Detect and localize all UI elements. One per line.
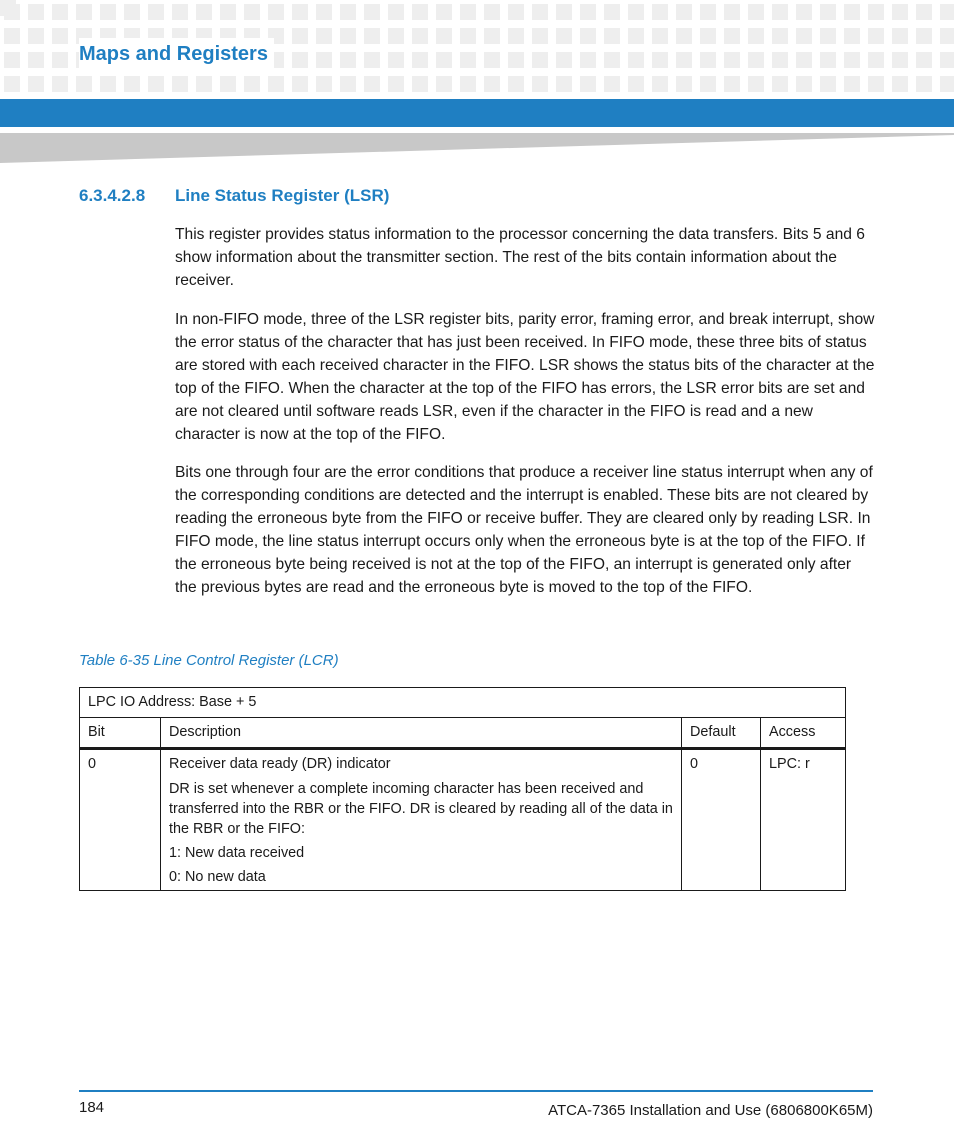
pattern-square xyxy=(892,76,908,92)
pattern-square xyxy=(676,52,692,68)
pattern-square xyxy=(724,4,740,20)
header-default: Default xyxy=(682,718,761,749)
pattern-square xyxy=(436,4,452,20)
pattern-square xyxy=(724,28,740,44)
pattern-square xyxy=(148,4,164,20)
cell-description xyxy=(161,749,682,891)
pattern-square xyxy=(556,52,572,68)
pattern-square xyxy=(4,52,20,68)
pattern-square xyxy=(940,4,954,20)
pattern-square xyxy=(124,76,140,92)
pattern-square xyxy=(28,76,44,92)
description-line: 1: New data received xyxy=(169,845,305,861)
pattern-square xyxy=(676,4,692,20)
pattern-square xyxy=(412,76,428,92)
table-caption: Table 6-35 Line Control Register (LCR) xyxy=(79,652,339,669)
pattern-square xyxy=(700,76,716,92)
section-number: 6.3.4.2.8 xyxy=(79,186,146,205)
pattern-square xyxy=(604,76,620,92)
footer-rule xyxy=(79,1090,873,1092)
pattern-square xyxy=(940,28,954,44)
page-header-title: Maps and Registers xyxy=(79,38,274,70)
pattern-square xyxy=(628,76,644,92)
pattern-square xyxy=(4,76,20,92)
pattern-square xyxy=(484,52,500,68)
pattern-square xyxy=(532,76,548,92)
pattern-square xyxy=(412,28,428,44)
pattern-square xyxy=(100,76,116,92)
description-line: Receiver data ready (DR) indicator xyxy=(169,756,391,772)
pattern-square xyxy=(196,76,212,92)
pattern-square xyxy=(604,52,620,68)
pattern-square xyxy=(412,4,428,20)
pattern-square xyxy=(724,52,740,68)
pattern-square xyxy=(556,4,572,20)
pattern-square xyxy=(916,76,932,92)
pattern-square xyxy=(364,52,380,68)
pattern-square xyxy=(700,4,716,20)
pattern-square xyxy=(460,52,476,68)
address-cell: LPC IO Address: Base + 5 xyxy=(80,688,846,718)
pattern-square xyxy=(316,52,332,68)
pattern-square xyxy=(820,52,836,68)
pattern-square xyxy=(868,52,884,68)
pattern-square xyxy=(316,4,332,20)
pattern-square xyxy=(700,28,716,44)
pattern-square xyxy=(244,76,260,92)
pattern-square xyxy=(676,28,692,44)
pattern-square xyxy=(76,4,92,20)
pattern-square xyxy=(388,28,404,44)
section-heading xyxy=(79,183,389,209)
pattern-square xyxy=(868,76,884,92)
pattern-square xyxy=(340,52,356,68)
document-title: ATCA-7365 Installation and Use (6806800K65M) xyxy=(548,1102,873,1119)
pattern-square xyxy=(652,76,668,92)
pattern-square xyxy=(628,52,644,68)
table-address-row xyxy=(80,688,846,718)
pattern-square xyxy=(820,28,836,44)
pattern-square xyxy=(268,4,284,20)
pattern-square xyxy=(460,76,476,92)
pattern-square xyxy=(892,28,908,44)
pattern-square xyxy=(844,4,860,20)
pattern-square xyxy=(796,4,812,20)
paragraph-3: Bits one through four are the error conditions that produce a receiver line status interrupt when any of the corresponding conditions are detected and the interrupt is enabled. These bits are not cleared by reading the erroneous byte from the FIFO or receive buffer. They are cleared only by reading LSR. In FIFO mode, the line status interrupt occurs only when the erroneous byte is at the top of the FIFO. If the erroneous byte being received is not at the top of the FIFO, an interrupt is generated only after the previous bytes are read and the erroneous byte is moved to the top of the FIFO. xyxy=(175,464,873,596)
pattern-square xyxy=(604,28,620,44)
pattern-square xyxy=(772,28,788,44)
pattern-square xyxy=(340,76,356,92)
pattern-square xyxy=(436,76,452,92)
pattern-square xyxy=(52,28,68,44)
pattern-square xyxy=(460,28,476,44)
pattern-square xyxy=(652,28,668,44)
pattern-square xyxy=(292,28,308,44)
pattern-square xyxy=(508,52,524,68)
pattern-square xyxy=(628,4,644,20)
pattern-square xyxy=(916,4,932,20)
pattern-square xyxy=(4,28,20,44)
pattern-square xyxy=(52,52,68,68)
pattern-square xyxy=(364,76,380,92)
cell-access: LPC: r xyxy=(761,749,846,891)
pattern-square xyxy=(580,52,596,68)
pattern-square xyxy=(916,52,932,68)
pattern-square xyxy=(556,28,572,44)
pattern-square xyxy=(364,28,380,44)
pattern-square xyxy=(556,76,572,92)
pattern-square xyxy=(316,76,332,92)
pattern-square xyxy=(748,4,764,20)
pattern-square xyxy=(292,76,308,92)
pattern-square xyxy=(796,52,812,68)
pattern-square xyxy=(388,52,404,68)
pattern-square xyxy=(892,4,908,20)
pattern-square xyxy=(844,28,860,44)
pattern-square xyxy=(820,76,836,92)
pattern-square xyxy=(892,52,908,68)
pattern-square xyxy=(508,76,524,92)
pattern-square xyxy=(76,76,92,92)
pattern-square xyxy=(868,28,884,44)
pattern-square xyxy=(484,4,500,20)
pattern-square xyxy=(484,28,500,44)
pattern-square xyxy=(700,52,716,68)
pattern-square xyxy=(772,76,788,92)
pattern-square xyxy=(748,28,764,44)
pattern-square xyxy=(844,76,860,92)
pattern-square xyxy=(796,76,812,92)
pattern-square xyxy=(532,4,548,20)
pattern-square xyxy=(52,4,68,20)
header-grey-wedge xyxy=(0,127,954,163)
pattern-square xyxy=(532,52,548,68)
pattern-square xyxy=(604,4,620,20)
page-number: 184 xyxy=(79,1099,105,1116)
pattern-square xyxy=(796,28,812,44)
section-title: Line Status Register (LSR) xyxy=(175,186,390,205)
pattern-square xyxy=(628,28,644,44)
pattern-square xyxy=(4,4,20,20)
paragraph-1: This register provides status information to the processor concerning the data transfers. Bits 5 and 6 show information about the transmitter section. The rest of the bits contain information about the receiver. xyxy=(175,226,865,289)
pattern-square xyxy=(940,52,954,68)
pattern-square xyxy=(220,4,236,20)
pattern-square xyxy=(748,76,764,92)
pattern-square xyxy=(748,52,764,68)
header-blue-band xyxy=(0,99,954,127)
pattern-square xyxy=(172,4,188,20)
pattern-square xyxy=(28,28,44,44)
header-access: Access xyxy=(761,718,846,749)
header-description: Description xyxy=(161,718,682,749)
pattern-square xyxy=(340,4,356,20)
pattern-square xyxy=(388,4,404,20)
pattern-square xyxy=(916,28,932,44)
pattern-square xyxy=(652,4,668,20)
pattern-square xyxy=(124,4,140,20)
cell-bit: 0 xyxy=(80,749,161,891)
pattern-square xyxy=(316,28,332,44)
pattern-square xyxy=(772,4,788,20)
pattern-square xyxy=(532,28,548,44)
pattern-square xyxy=(340,28,356,44)
pattern-square xyxy=(172,76,188,92)
pattern-square xyxy=(652,52,668,68)
pattern-square xyxy=(292,52,308,68)
pattern-square xyxy=(868,4,884,20)
pattern-square xyxy=(508,4,524,20)
pattern-square xyxy=(220,76,236,92)
pattern-square xyxy=(580,28,596,44)
pattern-square xyxy=(436,28,452,44)
pattern-square xyxy=(100,4,116,20)
pattern-square xyxy=(364,4,380,20)
pattern-square xyxy=(676,76,692,92)
pattern-square xyxy=(388,76,404,92)
pattern-square xyxy=(52,76,68,92)
pattern-square xyxy=(28,4,44,20)
description-line: DR is set whenever a complete incoming character has been received and transferred into the RBR or the FIFO. DR is cleared by reading all of the data in the RBR or the FIFO: xyxy=(169,781,673,837)
cell-default: 0 xyxy=(682,749,761,891)
paragraph-2: In non-FIFO mode, three of the LSR register bits, parity error, framing error, and break interrupt, show the error status of the character that has just been received. In FIFO mode, these three bits of status are stored with each received character in the FIFO. LSR shows the status bits of the character at the top of the FIFO. When the character at the top of the FIFO has errors, the LSR error bits are set and are not cleared until software reads LSR, even if the character in the FIFO is read and a new character is now at the top of the FIFO. xyxy=(175,311,875,443)
table-row xyxy=(80,749,846,891)
pattern-square xyxy=(484,76,500,92)
pattern-square xyxy=(268,76,284,92)
pattern-square xyxy=(772,52,788,68)
pattern-square xyxy=(196,4,212,20)
pattern-square xyxy=(244,4,260,20)
pattern-square xyxy=(724,76,740,92)
header-bit: Bit xyxy=(80,718,161,749)
pattern-square xyxy=(844,52,860,68)
pattern-square xyxy=(148,76,164,92)
pattern-square xyxy=(580,76,596,92)
pattern-square xyxy=(580,4,596,20)
pattern-square xyxy=(292,4,308,20)
pattern-square xyxy=(508,28,524,44)
pattern-square xyxy=(412,52,428,68)
pattern-square xyxy=(436,52,452,68)
pattern-square xyxy=(460,4,476,20)
description-line: 0: No new data xyxy=(169,869,266,885)
pattern-square xyxy=(940,76,954,92)
pattern-square xyxy=(28,52,44,68)
pattern-square xyxy=(820,4,836,20)
table-header-row xyxy=(80,718,846,749)
register-table xyxy=(79,687,846,891)
